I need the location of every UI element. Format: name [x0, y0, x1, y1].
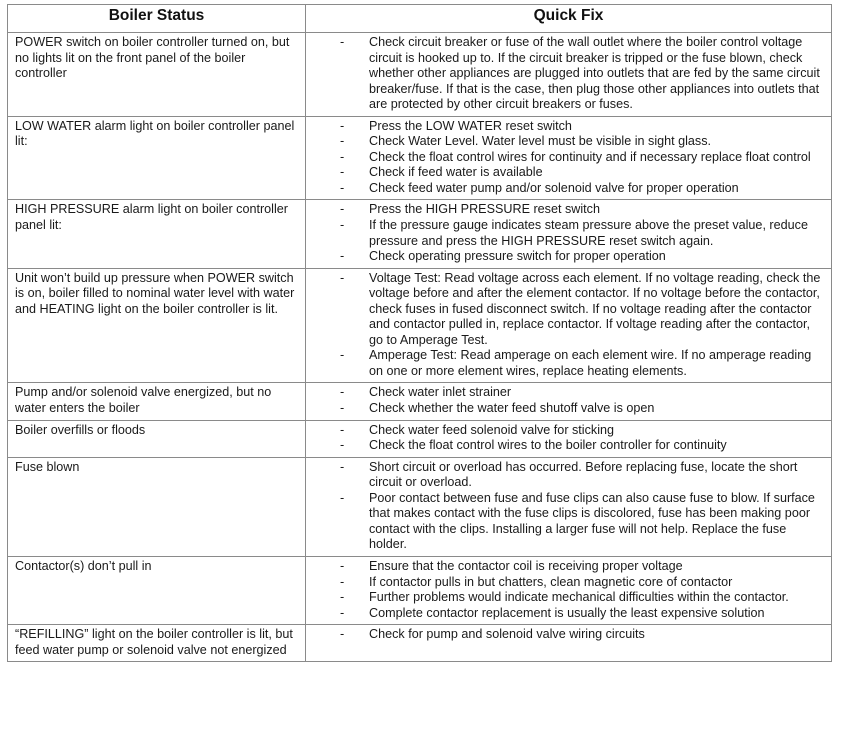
fix-item: [306, 590, 827, 606]
fix-item: [306, 348, 827, 379]
dash-bullet-icon: -: [340, 605, 345, 620]
dash-bullet-icon: -: [340, 134, 345, 149]
dash-bullet-icon: -: [340, 149, 345, 164]
fix-item: [306, 134, 827, 150]
quick-fix-cell: [306, 556, 832, 624]
fix-text: Check Water Level. Water level must be visible in sight glass.: [369, 134, 712, 149]
dash-bullet-icon: -: [340, 574, 345, 589]
dash-bullet-icon: -: [340, 180, 345, 195]
boiler-status-cell: “REFILLING” light on the boiler controller is lit, but feed water pump or solenoid valve not energized: [8, 625, 306, 662]
quick-fix-cell: [306, 383, 832, 420]
fix-item: [306, 627, 827, 643]
fix-text: Check the float control wires for continuity and if necessary replace float control: [369, 149, 811, 164]
table-row: [8, 268, 832, 383]
dash-bullet-icon: -: [340, 558, 345, 573]
fix-item: [306, 181, 827, 197]
fix-text: If the pressure gauge indicates steam pressure above the preset value, reduce pressure and press the HIGH PRESSURE reset switch again.: [369, 218, 808, 248]
fix-text: If contactor pulls in but chatters, clean magnetic core of contactor: [369, 574, 733, 589]
fix-list: [306, 460, 827, 553]
table-row: [8, 116, 832, 200]
fix-item: [306, 491, 827, 553]
fix-item: [306, 218, 827, 249]
fix-text: Press the LOW WATER reset switch: [369, 118, 572, 133]
fix-list: [306, 202, 827, 264]
table-body: [8, 33, 832, 662]
fix-text: Voltage Test: Read voltage across each element. If no voltage reading, check the voltage before and after the element contactor. If no voltage before the contactor, check fuses in fused disconnect switch. If no voltage reading after the contactor and contactor pulled in, replace contactor. If voltage reading after the contactor, go to Amperage Test.: [369, 270, 821, 347]
boiler-status-cell: LOW WATER alarm light on boiler controller panel lit:: [8, 116, 306, 200]
boiler-troubleshooting-table: [7, 4, 832, 662]
dash-bullet-icon: -: [340, 35, 345, 49]
table-row: [8, 556, 832, 624]
fix-item: [306, 401, 827, 417]
quick-fix-cell: [306, 33, 832, 117]
fix-item: [306, 559, 827, 575]
dash-bullet-icon: -: [340, 118, 345, 133]
table-row: [8, 383, 832, 420]
fix-item: [306, 165, 827, 181]
fix-item: [306, 35, 827, 113]
fix-text: Poor contact between fuse and fuse clips can also cause fuse to blow. If surface that makes contact with the fuse clips is discolored, fuse has been making poor contact with the clips. Installing a larger fuse will not help. Replace the fuse holder.: [369, 490, 815, 552]
dash-bullet-icon: -: [340, 490, 345, 505]
fix-list: [306, 627, 827, 643]
boiler-status-cell: POWER switch on boiler controller turned on, but no lights lit on the front panel of the boiler controller: [8, 33, 306, 117]
fix-text: Check water inlet strainer: [369, 385, 512, 400]
fix-item: [306, 438, 827, 454]
fix-text: Amperage Test: Read amperage on each element wire. If no amperage reading on one or more element wires, replace heating elements.: [369, 348, 812, 378]
fix-list: [306, 271, 827, 380]
fix-item: [306, 606, 827, 622]
fix-text: Short circuit or overload has occurred. Before replacing fuse, locate the short circuit or overload.: [369, 459, 798, 490]
dash-bullet-icon: -: [340, 385, 345, 400]
quick-fix-cell: [306, 116, 832, 200]
fix-item: [306, 460, 827, 491]
table-row: [8, 200, 832, 268]
quick-fix-cell: [306, 200, 832, 268]
fix-list: [306, 119, 827, 197]
boiler-status-cell: Contactor(s) don’t pull in: [8, 556, 306, 624]
table-row: [8, 420, 832, 457]
fix-item: [306, 575, 827, 591]
dash-bullet-icon: -: [340, 348, 345, 363]
dash-bullet-icon: -: [340, 165, 345, 180]
dash-bullet-icon: -: [340, 270, 345, 285]
fix-list: [306, 385, 827, 416]
boiler-status-cell: Pump and/or solenoid valve energized, but no water enters the boiler: [8, 383, 306, 420]
fix-text: Further problems would indicate mechanical difficulties within the contactor.: [369, 590, 789, 605]
fix-item: [306, 385, 827, 401]
dash-bullet-icon: -: [340, 218, 345, 233]
boiler-status-cell: Boiler overfills or floods: [8, 420, 306, 457]
fix-text: Check feed water pump and/or solenoid valve for proper operation: [369, 180, 739, 195]
header-quick-fix: Quick Fix: [306, 5, 832, 33]
fix-text: Check water feed solenoid valve for sticking: [369, 422, 615, 437]
fix-text: Press the HIGH PRESSURE reset switch: [369, 202, 600, 217]
quick-fix-cell: [306, 420, 832, 457]
dash-bullet-icon: -: [340, 459, 345, 474]
fix-list: [306, 559, 827, 621]
quick-fix-cell: [306, 268, 832, 383]
fix-text: Check if feed water is available: [369, 165, 543, 180]
header-boiler-status: Boiler Status: [8, 5, 306, 33]
table-row: [8, 33, 832, 117]
boiler-status-cell: Fuse blown: [8, 457, 306, 556]
fix-list: [306, 423, 827, 454]
fix-item: [306, 249, 827, 265]
fix-list: [306, 35, 827, 113]
fix-text: Check circuit breaker or fuse of the wall outlet where the boiler control voltage circuit is hooked up to. If the circuit breaker is tripped or the fuse blown, check whether other appliances are plugged into outlets that are fed by the same circuit breaker/fuse. If that is the case, then plug those other appliances into outlets that are protected by other circuit breakers or fuses.: [369, 35, 820, 112]
fix-text: Check for pump and solenoid valve wiring circuits: [369, 627, 645, 642]
fix-text: Check operating pressure switch for proper operation: [369, 249, 666, 264]
table-row: [8, 457, 832, 556]
header-row: [8, 5, 832, 33]
fix-item: [306, 150, 827, 166]
fix-item: [306, 119, 827, 135]
quick-fix-cell: [306, 457, 832, 556]
dash-bullet-icon: -: [340, 627, 345, 642]
dash-bullet-icon: -: [340, 249, 345, 264]
table-row: [8, 625, 832, 662]
dash-bullet-icon: -: [340, 401, 345, 416]
dash-bullet-icon: -: [340, 422, 345, 437]
fix-text: Check the float control wires to the boiler controller for continuity: [369, 438, 727, 453]
boiler-status-cell: Unit won’t build up pressure when POWER switch is on, boiler filled to nominal water level with water and HEATING light on the boiler controller is lit.: [8, 268, 306, 383]
fix-text: Check whether the water feed shutoff valve is open: [369, 401, 655, 416]
dash-bullet-icon: -: [340, 590, 345, 605]
quick-fix-cell: [306, 625, 832, 662]
boiler-status-cell: HIGH PRESSURE alarm light on boiler controller panel lit:: [8, 200, 306, 268]
fix-item: [306, 423, 827, 439]
dash-bullet-icon: -: [340, 202, 345, 217]
dash-bullet-icon: -: [340, 438, 345, 453]
fix-item: [306, 202, 827, 218]
fix-text: Complete contactor replacement is usually the least expensive solution: [369, 605, 765, 620]
fix-text: Ensure that the contactor coil is receiving proper voltage: [369, 558, 683, 573]
fix-item: [306, 271, 827, 349]
